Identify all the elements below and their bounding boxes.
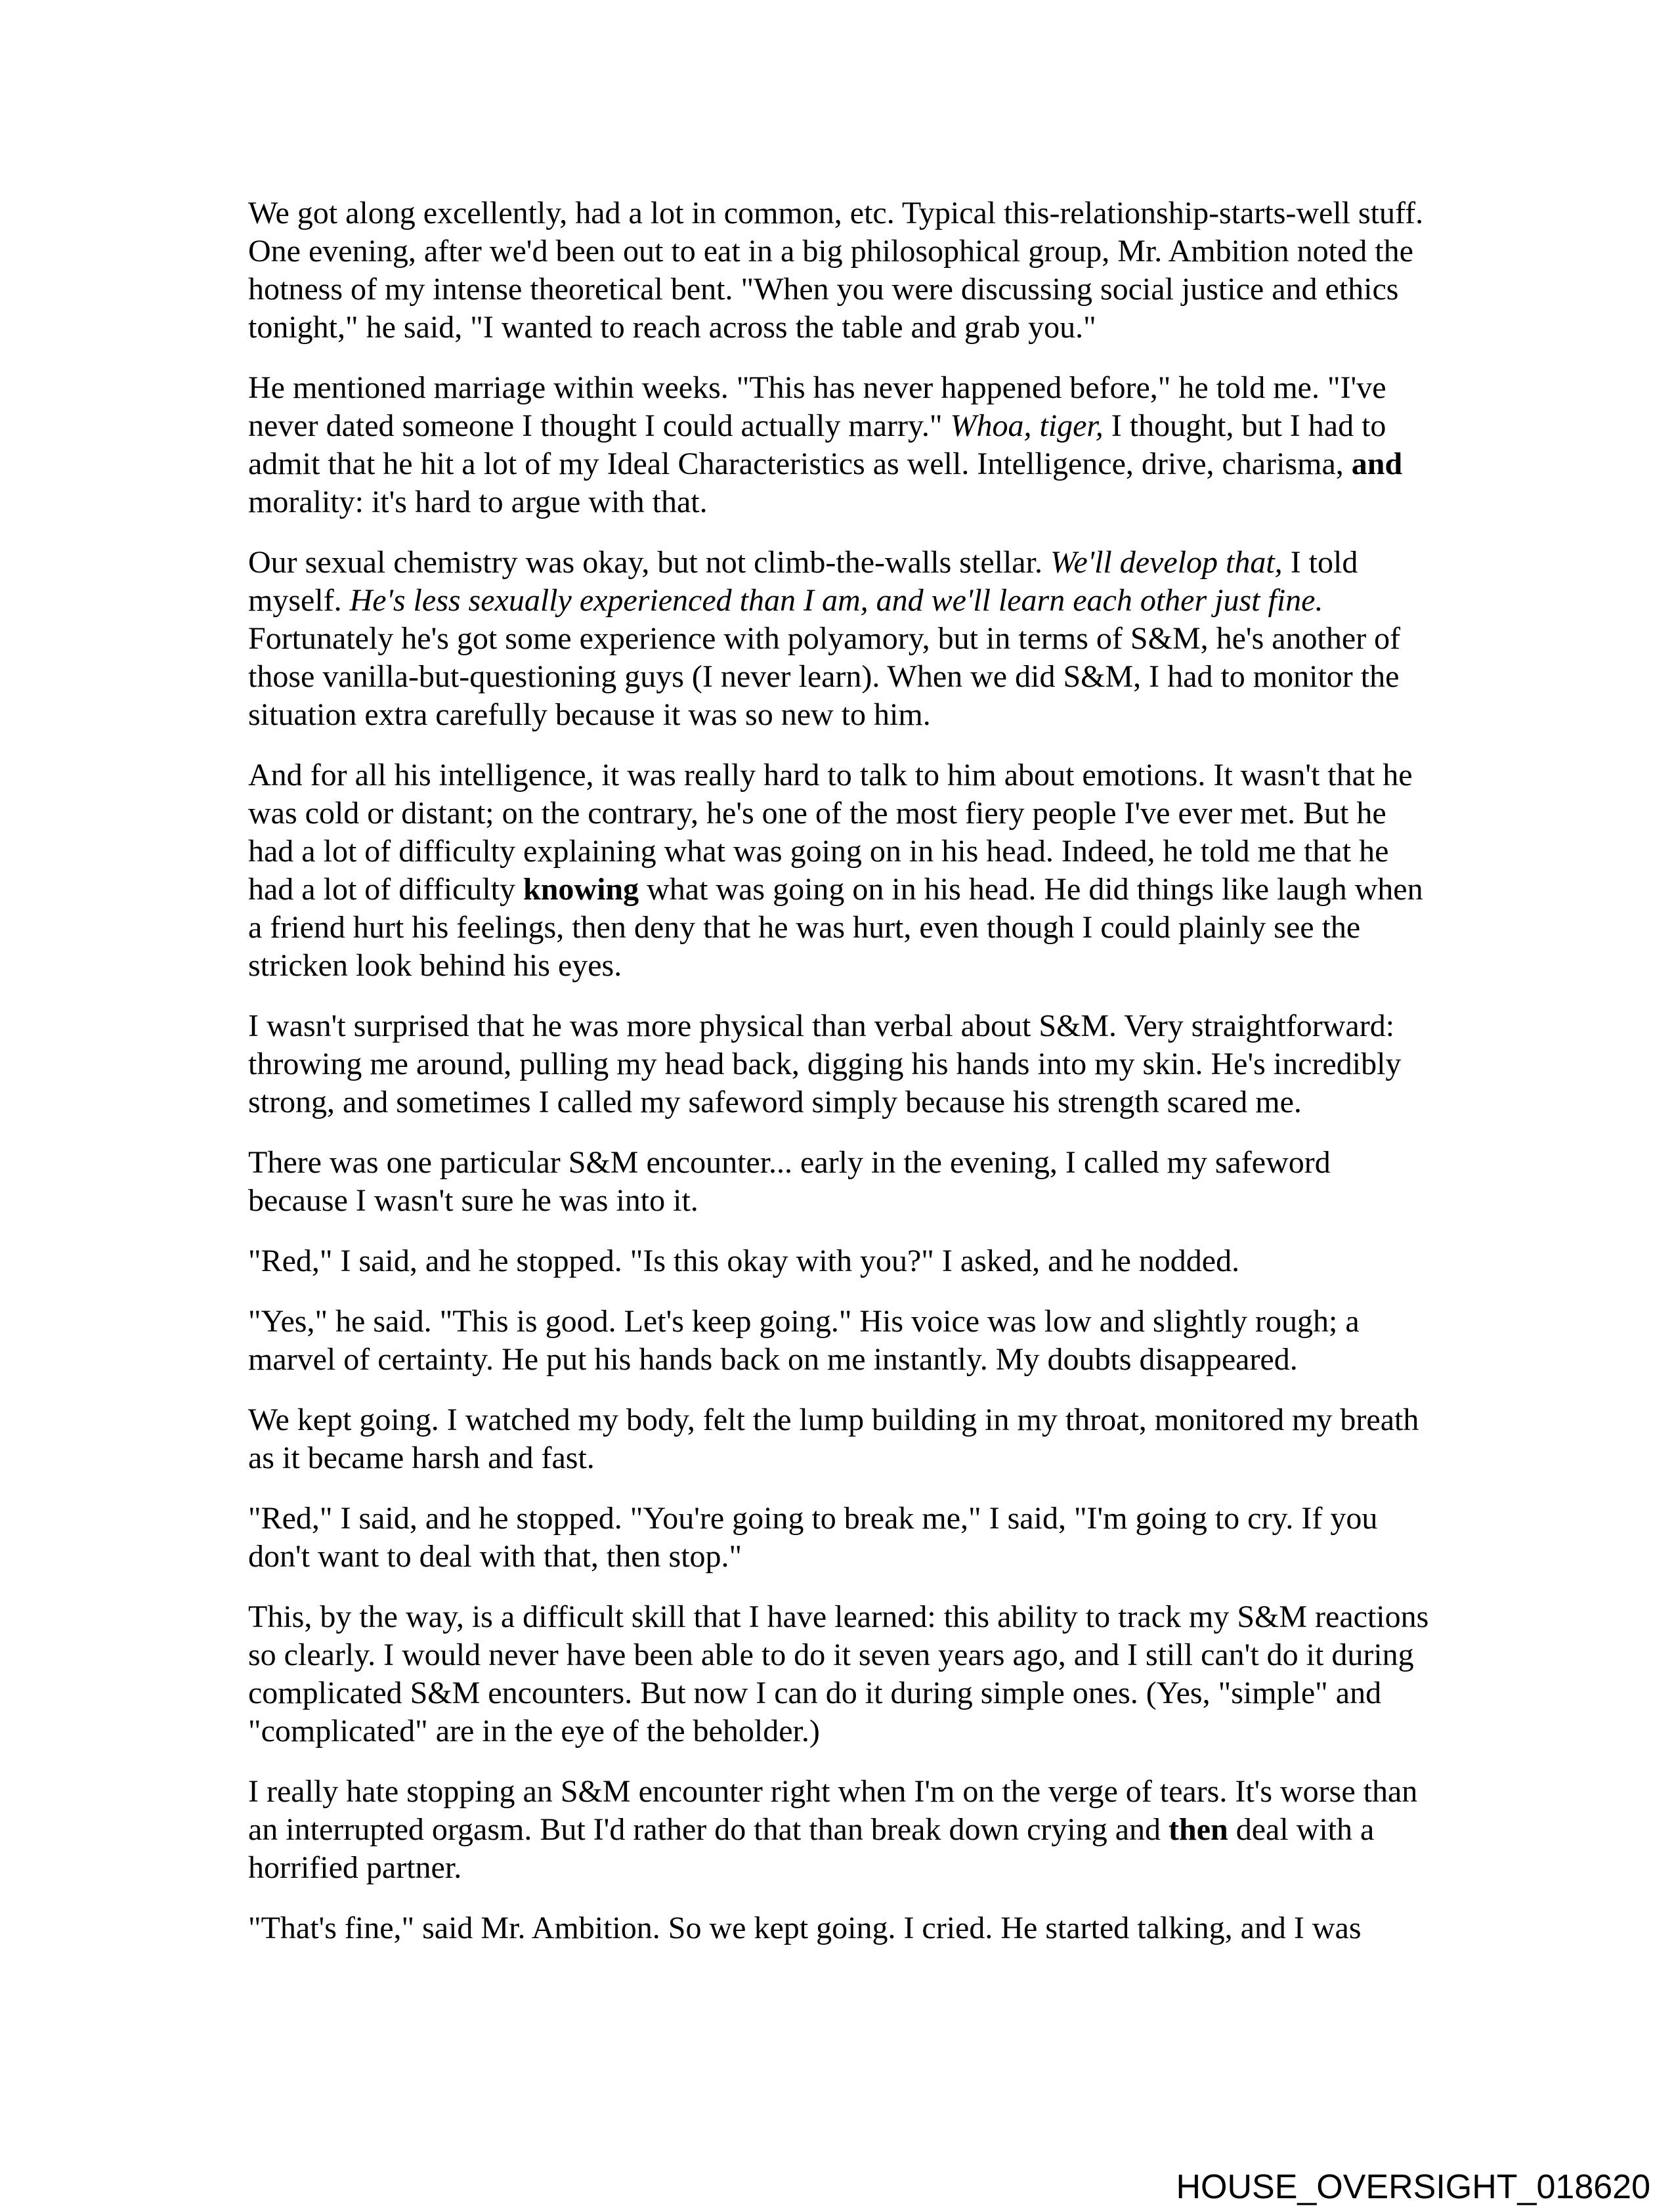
text-run: This, by the way, is a difficult skill that I have learned: this ability to track my S&M reactions so clearly. I would never have been able to do it seven years ago, and I still can't do it during complicated S&M encounters. But now I can do it during simple ones. (Yes, "simple" and "complicated" are in the eye of the beholder.): [248, 1599, 1429, 1748]
paragraph: [248, 1909, 1438, 1947]
italic-text-run: We'll develop that,: [1050, 545, 1283, 580]
paragraph: [248, 544, 1438, 734]
text-run: We kept going. I watched my body, felt the lump building in my throat, monitored my breath as it became harsh and fast.: [248, 1402, 1419, 1475]
text-run: I wasn't surprised that he was more physical than verbal about S&M. Very straightforward: throwing me around, pulling my head back, digging his hands into my skin. He's incredibly strong, and sometimes I called my safeword simply because his strength scared me.: [248, 1008, 1402, 1119]
paragraph: [248, 1144, 1438, 1220]
text-run: I really hate stopping an S&M encounter right when I'm on the verge of tears. It's worse than an interrupted orgasm. But I'd rather do that than break down crying and: [248, 1774, 1418, 1847]
text-run: what was going on in his head. He did things like laugh when a friend hurt his feelings, then deny that he was hurt, even though I could plainly see the stricken look behind his eyes.: [248, 872, 1423, 983]
text-run: I told myself.: [248, 545, 1358, 618]
paragraph: [248, 369, 1438, 521]
text-run: He mentioned marriage within weeks. "This has never happened before," he told me. "I've never dated someone I thought I could actually marry.": [248, 370, 1386, 443]
bates-stamp: HOUSE_OVERSIGHT_018620: [1176, 2168, 1650, 2206]
text-run: I thought, but I had to admit that he hit a lot of my Ideal Characteristics as well. Intelligence, drive, charisma,: [248, 408, 1386, 481]
text-run: We got along excellently, had a lot in common, etc. Typical this-relationship-starts-well stuff. One evening, after we'd been out to eat in a big philosophical group, Mr. Ambition noted the hotness of my intense theoretical bent. "When you were discussing social justice and ethics tonight," he said, "I wanted to reach across the table and grab you.": [248, 196, 1424, 345]
text-run: "Red," I said, and he stopped. "Is this okay with you?" I asked, and he nodded.: [248, 1244, 1240, 1278]
paragraph: [248, 194, 1438, 347]
paragraph: [248, 1773, 1438, 1887]
paragraph: [248, 1007, 1438, 1121]
paragraph: [248, 1598, 1438, 1750]
text-run: Fortunately he's got some experience with polyamory, but in terms of S&M, he's another of those vanilla-but-questioning guys (I never learn). When we did S&M, I had to monitor the situation extra carefully because it was so new to him.: [248, 621, 1401, 732]
text-run: deal with a horrified partner.: [248, 1812, 1375, 1885]
text-run: "That's fine," said Mr. Ambition. So we kept going. I cried. He started talking, and I was: [248, 1911, 1362, 1945]
paragraph: [248, 1500, 1438, 1576]
italic-text-run: Whoa, tiger,: [950, 408, 1104, 443]
text-run: And for all his intelligence, it was really hard to talk to him about emotions. It wasn't that he was cold or distant; on the contrary, he's one of the most fiery people I've ever met. But he had a lot of difficulty explaining what was going on in his head. Indeed, he told me that he had a lot of difficulty: [248, 758, 1413, 907]
paragraph: [248, 1303, 1438, 1379]
paragraph: [248, 1401, 1438, 1477]
paragraph: [248, 756, 1438, 985]
bold-text-run: then: [1169, 1812, 1228, 1847]
italic-text-run: He's less sexually experienced than I am, and we'll learn each other just fine.: [349, 583, 1323, 618]
text-run: Our sexual chemistry was okay, but not climb-the-walls stellar.: [248, 545, 1050, 580]
document-body: [248, 194, 1438, 1970]
text-run: There was one particular S&M encounter... early in the evening, I called my safeword because I wasn't sure he was into it.: [248, 1145, 1331, 1218]
text-run: "Red," I said, and he stopped. "You're going to break me," I said, "I'm going to cry. If you don't want to deal with that, then stop.": [248, 1501, 1378, 1574]
text-run: morality: it's hard to argue with that.: [248, 485, 708, 519]
bold-text-run: and: [1351, 446, 1403, 481]
bold-text-run: knowing: [523, 872, 639, 907]
text-run: "Yes," he said. "This is good. Let's keep going." His voice was low and slightly rough; a marvel of certainty. He put his hands back on me instantly. My doubts disappeared.: [248, 1304, 1360, 1377]
paragraph: [248, 1242, 1438, 1280]
